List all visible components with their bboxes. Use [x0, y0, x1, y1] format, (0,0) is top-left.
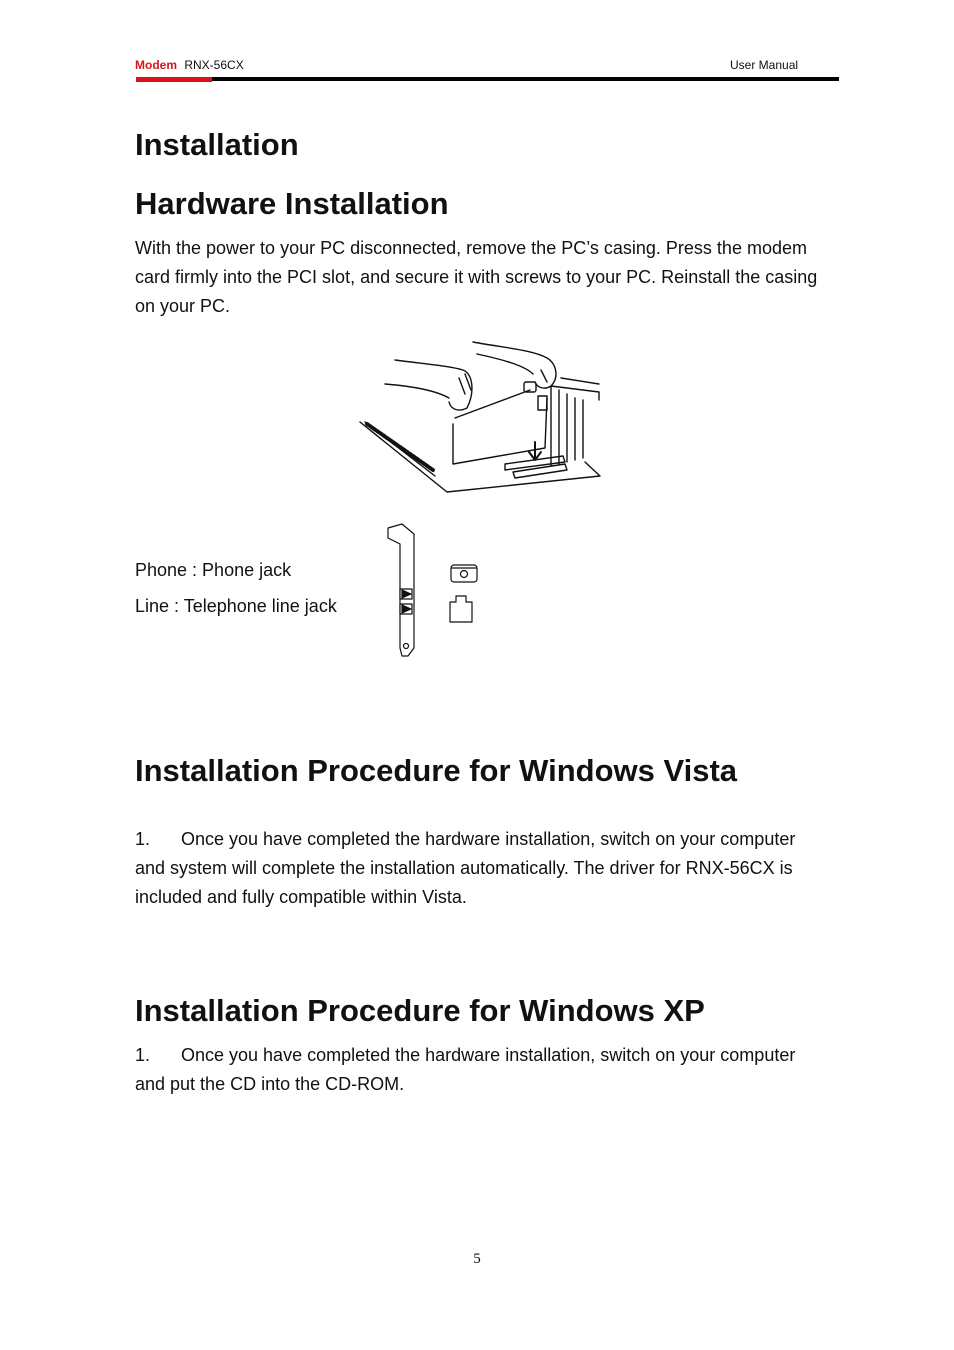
- vista-step-text: Once you have completed the hardware installation, switch on your computer and system will complete the installation automatically. The driver for RNX-56CX is included and fully compatible within Vista.: [135, 829, 796, 907]
- xp-step-text: Once you have completed the hardware installation, switch on your computer and put the CD into the CD-ROM.: [135, 1045, 796, 1094]
- line-jack-icon: [450, 596, 472, 622]
- hardware-paragraph: With the power to your PC disconnected, remove the PC’s casing. Press the modem card firmly into the PCI slot, and secure it with screws to your PC. Reinstall the casing on your PC.: [135, 238, 818, 316]
- page-number: 5: [473, 1251, 481, 1267]
- vista-step-1: [135, 825, 825, 912]
- header-accent-rule: [136, 77, 212, 82]
- xp-step-1: [135, 1041, 825, 1099]
- header-rule: [136, 77, 839, 81]
- header-left: [135, 58, 244, 72]
- modem-bracket-illustration: [378, 520, 488, 660]
- vista-step-number: 1.: [135, 829, 151, 849]
- header-doc-type: User Manual: [730, 58, 799, 72]
- header-model: RNX-56CX: [184, 58, 244, 72]
- xp-heading: Installation Procedure for Windows XP: [135, 993, 705, 1028]
- xp-step-number: 1.: [135, 1045, 151, 1065]
- vista-heading: Installation Procedure for Windows Vista: [135, 753, 738, 788]
- phone-icon: [451, 565, 477, 582]
- card-installation-illustration: [355, 338, 605, 496]
- line-jack-label: Line : Telephone line jack: [135, 596, 337, 616]
- page-title: Installation: [135, 127, 299, 162]
- phone-jack-label: Phone : Phone jack: [135, 560, 292, 580]
- hardware-heading: Hardware Installation: [135, 186, 449, 221]
- header-brand: Modem: [135, 58, 177, 72]
